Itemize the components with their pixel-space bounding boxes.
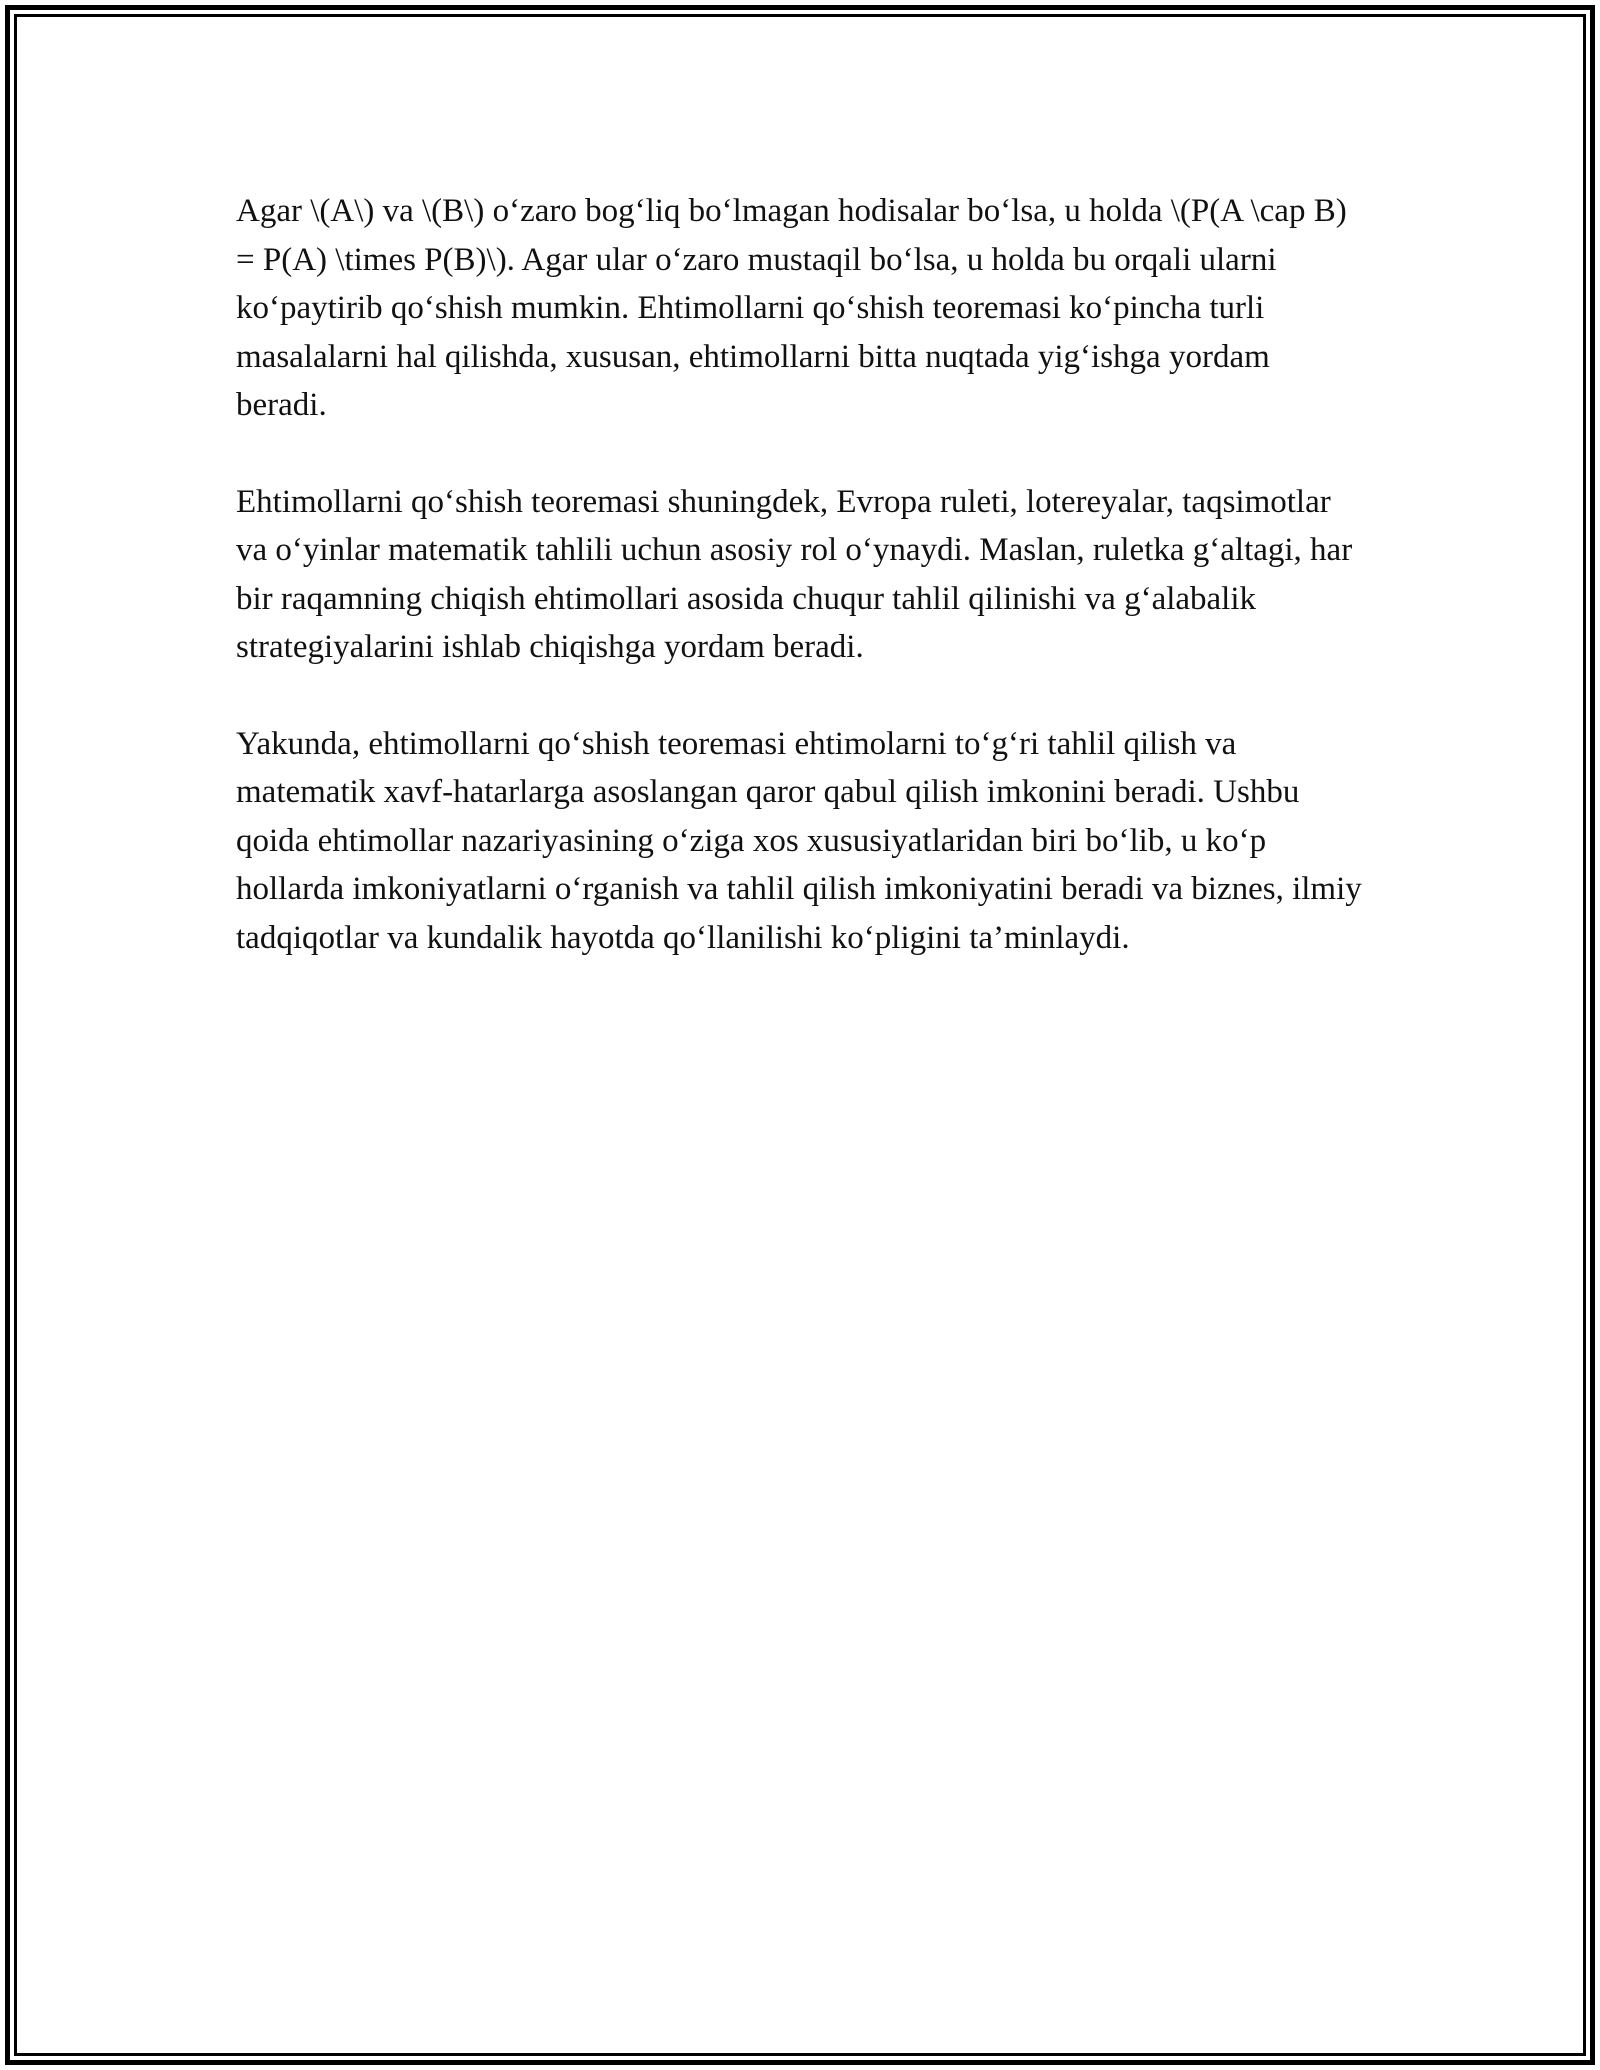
document-body xyxy=(236,187,1366,1010)
paragraph-3: Yakunda, ehtimollarni qo‘shish teoremasi ehtimolarni to‘g‘ri tahlil qilish va matematik xavf-hatarlarga asoslangan qaror qabul qilish imkonini beradi. Ushbu qoida ehtimollar nazariyasining o‘ziga xos xususiyatlaridan biri bo‘lib, u ko‘p hollarda imkoniyatlarni o‘rganish va tahlil qilish imkoniyatini beradi va biznes, ilmiy tadqiqotlar va kundalik hayotda qo‘llanilishi ko‘pligini ta’minlaydi. xyxy=(236,725,1362,956)
paragraph-2: Ehtimollarni qo‘shish teoremasi shuningdek, Evropa ruleti, lotereyalar, taqsimotlar va o‘yinlar matematik tahlili uchun asosiy rol o‘ynaydi. Maslan, ruletka g‘altagi, har bir raqamning chiqish ehtimollari asosida chuqur tahlil qilinishi va g‘alabalik strategiyalarini ishlab chiqishga yordam beradi. xyxy=(236,483,1353,665)
paragraph-1: Agar \(A\) va \(B\) o‘zaro bog‘liq bo‘lmagan hodisalar bo‘lsa, u holda \(P(A \cap B) = P(A) \times P(B)\). Agar ular o‘zaro mustaqil bo‘lsa, u holda bu orqali ularni ko‘paytirib qo‘shish mumkin. Ehtimollarni qo‘shish teoremasi ko‘pincha turli masalalarni hal qilishda, xususan, ehtimollarni bitta nuqtada yig‘ishga yordam beradi. xyxy=(236,193,1347,423)
